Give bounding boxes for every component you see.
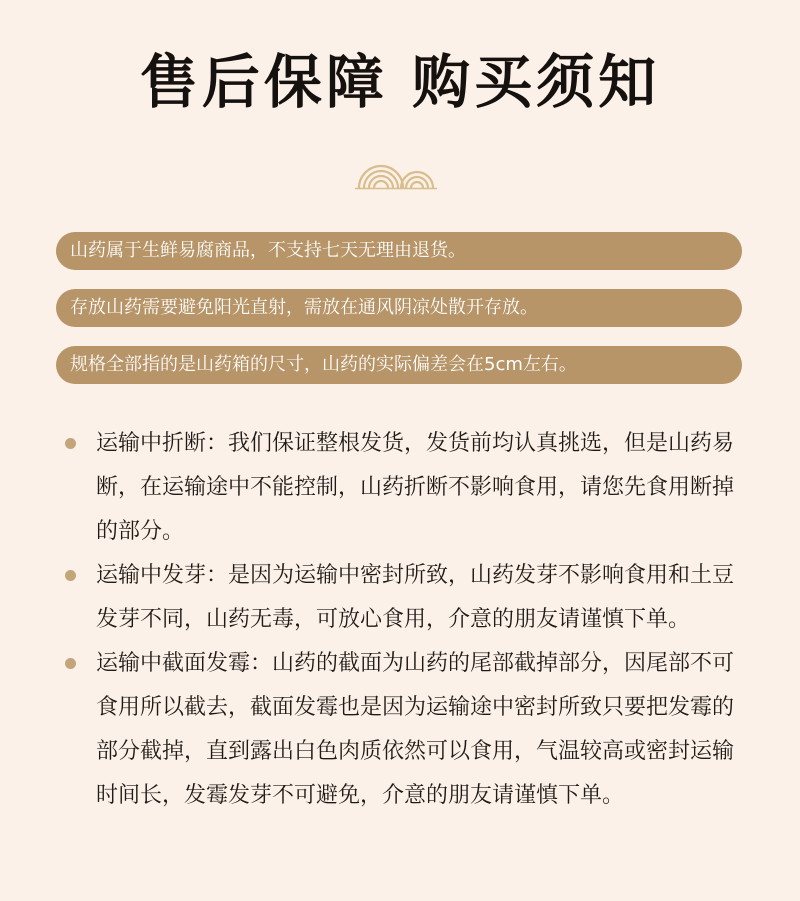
faq-list: [0, 422, 800, 818]
bullet-dot-icon: [65, 438, 76, 449]
list-item: [0, 554, 800, 642]
notice-storage: 存放山药需要避免阳光直射，需放在通风阴凉处散开存放。: [56, 289, 742, 327]
bullet-dot-icon: [65, 658, 76, 669]
list-item-text: 运输中折断：我们保证整根发货，发货前均认真挑选，但是山药易断，在运输途中不能控制，山药折断不影响食用，请您先食用断掉的部分。: [96, 431, 735, 544]
list-item-text: 运输中截面发霉：山药的截面为山药的尾部截掉部分，因尾部不可食用所以截去，截面发霉也是因为运输途中密封所致只要把发霉的部分截掉，直到露出白色肉质依然可以食用，气温较高或密封运输时间长，发霉发芽不可避免，介意的朋友请谨慎下单。: [96, 651, 735, 808]
bullet-dot-icon: [65, 570, 76, 581]
list-item: [0, 422, 800, 554]
notice-size-spec: 规格全部指的是山药箱的尺寸，山药的实际偏差会在5cm左右。: [56, 346, 742, 384]
list-item-text: 运输中发芽：是因为运输中密封所致，山药发芽不影响食用和土豆发芽不同，山药无毒，可放心食用，介意的朋友请谨慎下单。: [96, 563, 735, 632]
rainbow-arches-icon: [353, 160, 447, 190]
list-item: [0, 642, 800, 818]
notice-no-return: 山药属于生鲜易腐商品，不支持七天无理由退货。: [56, 232, 742, 270]
page-title: 售后保障 购买须知: [139, 48, 661, 116]
